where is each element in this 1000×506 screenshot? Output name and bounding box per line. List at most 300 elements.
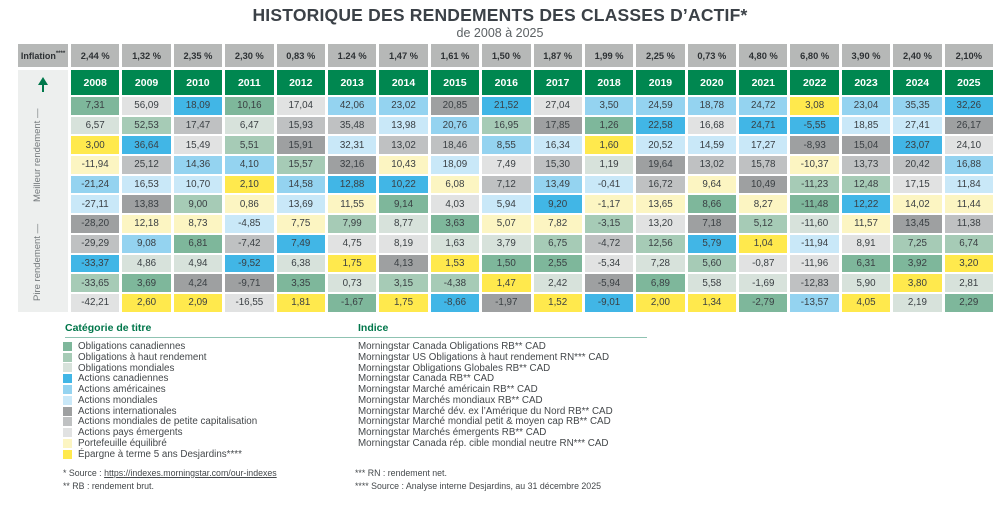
return-cell: 52,53 bbox=[122, 117, 170, 135]
return-cell: 10,49 bbox=[739, 176, 787, 194]
return-cell: 4,10 bbox=[225, 156, 273, 174]
return-cell: 18,09 bbox=[431, 156, 479, 174]
legend-divider bbox=[65, 337, 647, 338]
return-cell: 5,12 bbox=[739, 215, 787, 233]
index-item: Morningstar Canada rép. cible mondial neutre RN*** CAD bbox=[358, 438, 609, 450]
return-cell: 16,53 bbox=[122, 176, 170, 194]
return-cell: 1,60 bbox=[585, 136, 633, 154]
legend-swatch bbox=[63, 342, 72, 351]
return-cell: 6,57 bbox=[71, 117, 119, 135]
legend-swatch bbox=[63, 385, 72, 394]
index-item: Morningstar Canada Obligations RB** CAD bbox=[358, 340, 546, 352]
year-header: 2023 bbox=[842, 70, 890, 95]
inflation-value: 0,83 % bbox=[277, 44, 325, 67]
inflation-value: 2,25 % bbox=[636, 44, 684, 67]
return-cell: 1,19 bbox=[585, 156, 633, 174]
return-cell: 15,49 bbox=[174, 136, 222, 154]
year-header: 2008 bbox=[71, 70, 119, 95]
return-cell: -1,17 bbox=[585, 195, 633, 213]
return-cell: 36,64 bbox=[122, 136, 170, 154]
return-cell: 7,82 bbox=[534, 215, 582, 233]
return-cell: -33,37 bbox=[71, 255, 119, 273]
return-cell: 0,73 bbox=[328, 274, 376, 292]
legend-indices-header: Indice bbox=[358, 322, 389, 334]
return-cell: 2,60 bbox=[122, 294, 170, 312]
return-cell: 3,35 bbox=[277, 274, 325, 292]
return-cell: 5,58 bbox=[688, 274, 736, 292]
legend-item-label: Actions américaines bbox=[78, 384, 166, 396]
legend-item-label: Obligations canadiennes bbox=[78, 340, 186, 352]
return-cell: 8,27 bbox=[739, 195, 787, 213]
year-header: 2009 bbox=[122, 70, 170, 95]
index-item: Morningstar Marché mondial petit & moyen cap RB** CAD bbox=[358, 416, 611, 428]
return-cell: 8,77 bbox=[379, 215, 427, 233]
return-cell: 3,50 bbox=[585, 97, 633, 115]
year-header: 2011 bbox=[225, 70, 273, 95]
year-header: 2017 bbox=[534, 70, 582, 95]
return-cell: 2,55 bbox=[534, 255, 582, 273]
return-cell: 25,12 bbox=[122, 156, 170, 174]
return-cell: 10,70 bbox=[174, 176, 222, 194]
return-cell: 7,49 bbox=[277, 235, 325, 253]
return-cell: 1,75 bbox=[328, 255, 376, 273]
return-cell: 24,72 bbox=[739, 97, 787, 115]
legend-item-label: Obligations à haut rendement bbox=[78, 351, 207, 363]
footnote-line: **** Source : Analyse interne Desjardins, au 31 décembre 2025 bbox=[355, 480, 601, 491]
return-cell: 56,09 bbox=[122, 97, 170, 115]
return-cell: 1,53 bbox=[431, 255, 479, 273]
return-cell: 7,99 bbox=[328, 215, 376, 233]
legend-item bbox=[63, 373, 257, 384]
legend-item bbox=[63, 363, 257, 374]
return-cell: 18,46 bbox=[431, 136, 479, 154]
return-cell: 12,48 bbox=[842, 176, 890, 194]
return-cell: 17,04 bbox=[277, 97, 325, 115]
return-cell: 1,04 bbox=[739, 235, 787, 253]
legend-item-label: Actions pays émergents bbox=[78, 427, 183, 439]
return-cell: 24,71 bbox=[739, 117, 787, 135]
return-cell: 4,75 bbox=[328, 235, 376, 253]
return-cell: -0,41 bbox=[585, 176, 633, 194]
return-cell: 6,47 bbox=[225, 117, 273, 135]
legend-swatch bbox=[63, 353, 72, 362]
year-header: 2021 bbox=[739, 70, 787, 95]
return-cell: 27,41 bbox=[893, 117, 941, 135]
return-cell: 21,52 bbox=[482, 97, 530, 115]
return-cell: 3,92 bbox=[893, 255, 941, 273]
legend-swatch bbox=[63, 450, 72, 459]
legend-item bbox=[63, 352, 257, 363]
return-cell: 12,22 bbox=[842, 195, 890, 213]
return-cell: 11,55 bbox=[328, 195, 376, 213]
return-cell: 7,49 bbox=[482, 156, 530, 174]
source-link[interactable]: https://indexes.morningstar.com/our-indexes bbox=[104, 468, 277, 478]
legend-swatch bbox=[63, 428, 72, 437]
legend-item bbox=[63, 384, 257, 395]
return-cell: 22,58 bbox=[636, 117, 684, 135]
return-cell: 8,91 bbox=[842, 235, 890, 253]
inflation-value: 1.24 % bbox=[328, 44, 376, 67]
return-cell: 2,81 bbox=[945, 274, 993, 292]
return-cell: 7,25 bbox=[893, 235, 941, 253]
index-item: Morningstar Marchés émergents RB** CAD bbox=[358, 427, 547, 439]
return-cell: 2,00 bbox=[636, 294, 684, 312]
return-cell: 6,75 bbox=[534, 235, 582, 253]
return-cell: 16,72 bbox=[636, 176, 684, 194]
footnotes-right bbox=[355, 467, 601, 492]
return-cell: -11,96 bbox=[790, 255, 838, 273]
year-header: 2016 bbox=[482, 70, 530, 95]
return-cell: 6,74 bbox=[945, 235, 993, 253]
return-cell: 2,10 bbox=[225, 176, 273, 194]
return-cell: 9,08 bbox=[122, 235, 170, 253]
return-cell: 20,52 bbox=[636, 136, 684, 154]
return-cell: 10,16 bbox=[225, 97, 273, 115]
inflation-value: 2,35 % bbox=[174, 44, 222, 67]
return-cell: 6,08 bbox=[431, 176, 479, 194]
legend-item-label: Actions mondiales de petite capitalisation bbox=[78, 416, 258, 428]
return-cell: 1,47 bbox=[482, 274, 530, 292]
return-cell: -9,71 bbox=[225, 274, 273, 292]
return-cell: 20,76 bbox=[431, 117, 479, 135]
return-cell: 1,52 bbox=[534, 294, 582, 312]
footnote-line: ** RB : rendement brut. bbox=[63, 480, 154, 491]
return-cell: 5,51 bbox=[225, 136, 273, 154]
legend-index-list bbox=[358, 341, 613, 449]
return-cell: 12,56 bbox=[636, 235, 684, 253]
return-cell: 15,30 bbox=[534, 156, 582, 174]
legend-item bbox=[63, 341, 257, 352]
return-cell: 27,04 bbox=[534, 97, 582, 115]
return-cell: 13,02 bbox=[688, 156, 736, 174]
return-cell: 20,42 bbox=[893, 156, 941, 174]
return-cell: -10,37 bbox=[790, 156, 838, 174]
return-cell: 26,17 bbox=[945, 117, 993, 135]
inflation-value: 4,80 % bbox=[739, 44, 787, 67]
return-cell: 1,26 bbox=[585, 117, 633, 135]
return-cell: 17,47 bbox=[174, 117, 222, 135]
return-cell: 10,22 bbox=[379, 176, 427, 194]
legend-swatch bbox=[63, 363, 72, 372]
return-cell: -8,66 bbox=[431, 294, 479, 312]
return-cell: 35,48 bbox=[328, 117, 376, 135]
return-cell: 5,94 bbox=[482, 195, 530, 213]
year-header: 2014 bbox=[379, 70, 427, 95]
inflation-value: 6,80 % bbox=[790, 44, 838, 67]
return-cell: 3,69 bbox=[122, 274, 170, 292]
return-cell: 12,88 bbox=[328, 176, 376, 194]
return-cell: 11,84 bbox=[945, 176, 993, 194]
return-cell: 7,18 bbox=[688, 215, 736, 233]
return-cell: -5,55 bbox=[790, 117, 838, 135]
legend-item-label: Actions internationales bbox=[78, 405, 177, 417]
return-cell: 17,85 bbox=[534, 117, 582, 135]
index-item: Morningstar Marché américain RB** CAD bbox=[358, 384, 538, 396]
year-header: 2010 bbox=[174, 70, 222, 95]
return-cell: -3,15 bbox=[585, 215, 633, 233]
return-cell: 3,63 bbox=[431, 215, 479, 233]
legend-item bbox=[63, 438, 257, 449]
page-title: HISTORIQUE DES RENDEMENTS DES CLASSES D’ACTIF* bbox=[252, 5, 748, 25]
return-cell: 6,81 bbox=[174, 235, 222, 253]
legend-item bbox=[63, 449, 257, 460]
return-cell: 9,00 bbox=[174, 195, 222, 213]
up-arrow-icon bbox=[18, 77, 68, 92]
return-cell: 13,45 bbox=[893, 215, 941, 233]
return-cell: 2,19 bbox=[893, 294, 941, 312]
year-header: 2012 bbox=[277, 70, 325, 95]
return-cell: -11,60 bbox=[790, 215, 838, 233]
return-cell: -16,55 bbox=[225, 294, 273, 312]
return-cell: 3,20 bbox=[945, 255, 993, 273]
return-cell: 9,20 bbox=[534, 195, 582, 213]
return-cell: -5,94 bbox=[585, 274, 633, 292]
return-cell: 11,44 bbox=[945, 195, 993, 213]
return-cell: 14,59 bbox=[688, 136, 736, 154]
return-cell: 8,73 bbox=[174, 215, 222, 233]
inflation-footnote-marker: **** bbox=[55, 50, 66, 57]
return-cell: -42,21 bbox=[71, 294, 119, 312]
return-cell: 1,34 bbox=[688, 294, 736, 312]
return-cell: 2,29 bbox=[945, 294, 993, 312]
return-cell: 15,93 bbox=[277, 117, 325, 135]
return-cell: 10,43 bbox=[379, 156, 427, 174]
return-cell: -11,94 bbox=[71, 156, 119, 174]
return-cell: 32,26 bbox=[945, 97, 993, 115]
return-cell: 13,49 bbox=[534, 176, 582, 194]
footnote-line: *** RN : rendement net. bbox=[355, 468, 447, 478]
return-cell: -4,38 bbox=[431, 274, 479, 292]
return-cell: 16,95 bbox=[482, 117, 530, 135]
return-cell: 5,90 bbox=[842, 274, 890, 292]
legend-item-label: Obligations mondiales bbox=[78, 362, 175, 374]
axis-label-best: Meilleur rendement — bbox=[32, 108, 43, 202]
year-header: 2019 bbox=[636, 70, 684, 95]
year-header: 2025 bbox=[945, 70, 993, 95]
return-cell: 9,14 bbox=[379, 195, 427, 213]
return-cell: 20,85 bbox=[431, 97, 479, 115]
return-cell: 4,13 bbox=[379, 255, 427, 273]
return-cell: -21,24 bbox=[71, 176, 119, 194]
return-cell: 16,34 bbox=[534, 136, 582, 154]
year-header-row bbox=[71, 70, 993, 95]
year-header: 2022 bbox=[790, 70, 838, 95]
return-cell: -29,29 bbox=[71, 235, 119, 253]
inflation-value: 0,73 % bbox=[688, 44, 736, 67]
return-cell: 6,38 bbox=[277, 255, 325, 273]
return-cell: 32,31 bbox=[328, 136, 376, 154]
return-cell: 4,94 bbox=[174, 255, 222, 273]
returns-table bbox=[18, 44, 993, 312]
return-cell: 17,15 bbox=[893, 176, 941, 194]
return-cell: -12,83 bbox=[790, 274, 838, 292]
return-cell: -7,42 bbox=[225, 235, 273, 253]
return-cell: 7,12 bbox=[482, 176, 530, 194]
year-header: 2020 bbox=[688, 70, 736, 95]
return-cell: 3,80 bbox=[893, 274, 941, 292]
inflation-value: 1,87 % bbox=[534, 44, 582, 67]
return-cell: 15,91 bbox=[277, 136, 325, 154]
return-cell: 3,00 bbox=[71, 136, 119, 154]
return-cell: -9,52 bbox=[225, 255, 273, 273]
return-cell: 16,88 bbox=[945, 156, 993, 174]
legend-categories-header: Catégorie de titre bbox=[65, 322, 152, 334]
return-cell: 1,63 bbox=[431, 235, 479, 253]
return-cell: 6,31 bbox=[842, 255, 890, 273]
return-cell: 4,05 bbox=[842, 294, 890, 312]
inflation-value: 1,50 % bbox=[482, 44, 530, 67]
inflation-value: 1,99 % bbox=[585, 44, 633, 67]
return-cell: 8,19 bbox=[379, 235, 427, 253]
index-item: Morningstar Marchés mondiaux RB** CAD bbox=[358, 394, 543, 406]
return-cell: 3,15 bbox=[379, 274, 427, 292]
legend-item-label: Épargne à terme 5 ans Desjardins**** bbox=[78, 448, 242, 460]
legend-item bbox=[63, 417, 257, 428]
inflation-row bbox=[71, 44, 993, 67]
return-cell: 13,65 bbox=[636, 195, 684, 213]
return-cell: 18,09 bbox=[174, 97, 222, 115]
return-cell: 2,42 bbox=[534, 274, 582, 292]
return-cell: 14,36 bbox=[174, 156, 222, 174]
return-cell: -33,65 bbox=[71, 274, 119, 292]
inflation-value: 2,40 % bbox=[893, 44, 941, 67]
return-cell: 13,69 bbox=[277, 195, 325, 213]
year-header: 2024 bbox=[893, 70, 941, 95]
return-cell: -9,01 bbox=[585, 294, 633, 312]
return-cell: -1,67 bbox=[328, 294, 376, 312]
legend-swatch bbox=[63, 374, 72, 383]
return-cell: 5,79 bbox=[688, 235, 736, 253]
page-subtitle: de 2008 à 2025 bbox=[456, 26, 544, 40]
return-cell: 2,09 bbox=[174, 294, 222, 312]
return-cell: 16,68 bbox=[688, 117, 736, 135]
return-cell: -2,79 bbox=[739, 294, 787, 312]
return-cell: -4,85 bbox=[225, 215, 273, 233]
return-cell: -28,20 bbox=[71, 215, 119, 233]
return-cell: 17,27 bbox=[739, 136, 787, 154]
return-cell: -8,93 bbox=[790, 136, 838, 154]
year-header: 2015 bbox=[431, 70, 479, 95]
return-cell: -11,48 bbox=[790, 195, 838, 213]
return-cell: 24,59 bbox=[636, 97, 684, 115]
return-cell: -11,94 bbox=[790, 235, 838, 253]
legend-category-list bbox=[63, 341, 257, 460]
return-cell: 1,75 bbox=[379, 294, 427, 312]
legend-swatch bbox=[63, 396, 72, 405]
legend-swatch bbox=[63, 407, 72, 416]
return-cell: 4,03 bbox=[431, 195, 479, 213]
return-cell: 3,79 bbox=[482, 235, 530, 253]
inflation-value: 3,90 % bbox=[842, 44, 890, 67]
return-cell: 13,83 bbox=[122, 195, 170, 213]
return-cell: -1,97 bbox=[482, 294, 530, 312]
inflation-value: 2,44 % bbox=[71, 44, 119, 67]
legend-item-label: Actions canadiennes bbox=[78, 373, 169, 385]
index-item: Morningstar Marché dév. ex l’Amérique du Nord RB** CAD bbox=[358, 405, 613, 417]
year-header: 2013 bbox=[328, 70, 376, 95]
return-cell: 15,78 bbox=[739, 156, 787, 174]
return-cell: -27,11 bbox=[71, 195, 119, 213]
return-cell: 19,64 bbox=[636, 156, 684, 174]
return-cell: -11,23 bbox=[790, 176, 838, 194]
return-cell: 23,07 bbox=[893, 136, 941, 154]
return-cell: 23,02 bbox=[379, 97, 427, 115]
return-cell: 1,81 bbox=[277, 294, 325, 312]
return-cell: -0,87 bbox=[739, 255, 787, 273]
index-item: Morningstar Canada RB** CAD bbox=[358, 373, 495, 385]
return-cell: 7,31 bbox=[71, 97, 119, 115]
legend-swatch bbox=[63, 417, 72, 426]
return-cell: 18,78 bbox=[688, 97, 736, 115]
year-header: 2018 bbox=[585, 70, 633, 95]
return-cell: 0,86 bbox=[225, 195, 273, 213]
return-cell: 13,20 bbox=[636, 215, 684, 233]
return-cell: 11,57 bbox=[842, 215, 890, 233]
return-cell: 15,57 bbox=[277, 156, 325, 174]
footnote-line: * Source : https://indexes.morningstar.com/our-indexes bbox=[63, 468, 277, 478]
axis-label-worst: Pire rendement — bbox=[32, 223, 43, 301]
return-cell: -13,57 bbox=[790, 294, 838, 312]
return-cell: 42,06 bbox=[328, 97, 376, 115]
return-cell: 18,85 bbox=[842, 117, 890, 135]
return-cell: -4,72 bbox=[585, 235, 633, 253]
return-cell: 12,18 bbox=[122, 215, 170, 233]
inflation-value: 1,32 % bbox=[122, 44, 170, 67]
ranking-axis bbox=[18, 70, 68, 312]
inflation-value: 1,61 % bbox=[431, 44, 479, 67]
return-cell: 5,60 bbox=[688, 255, 736, 273]
return-cell: 7,28 bbox=[636, 255, 684, 273]
return-cell: 4,24 bbox=[174, 274, 222, 292]
index-item: Morningstar US Obligations à haut rendement RN*** CAD bbox=[358, 351, 610, 363]
inflation-label: Inflation **** bbox=[18, 44, 68, 67]
return-cell: 35,35 bbox=[893, 97, 941, 115]
return-cell: 4,86 bbox=[122, 255, 170, 273]
legend-item bbox=[63, 427, 257, 438]
return-cell: 8,55 bbox=[482, 136, 530, 154]
legend-item bbox=[63, 395, 257, 406]
return-cell: 9,64 bbox=[688, 176, 736, 194]
return-cell: 13,73 bbox=[842, 156, 890, 174]
return-cell: 5,07 bbox=[482, 215, 530, 233]
return-cell: 14,58 bbox=[277, 176, 325, 194]
return-cell: 13,02 bbox=[379, 136, 427, 154]
return-cell: 15,04 bbox=[842, 136, 890, 154]
return-cell: 14,02 bbox=[893, 195, 941, 213]
return-cell: 24,10 bbox=[945, 136, 993, 154]
return-cell: 23,04 bbox=[842, 97, 890, 115]
inflation-value: 2,30 % bbox=[225, 44, 273, 67]
legend-swatch bbox=[63, 439, 72, 448]
return-cell: 3,08 bbox=[790, 97, 838, 115]
return-cell: 8,66 bbox=[688, 195, 736, 213]
return-cell: 11,38 bbox=[945, 215, 993, 233]
return-cell: 6,89 bbox=[636, 274, 684, 292]
inflation-value: 1,47 % bbox=[379, 44, 427, 67]
legend-item-label: Actions mondiales bbox=[78, 394, 158, 406]
returns-grid bbox=[71, 97, 993, 312]
return-cell: 7,75 bbox=[277, 215, 325, 233]
return-cell: 32,16 bbox=[328, 156, 376, 174]
legend-item-label: Portefeuille équilibré bbox=[78, 438, 167, 450]
return-cell: -5,34 bbox=[585, 255, 633, 273]
inflation-value: 2,10% bbox=[945, 44, 993, 67]
index-item: Morningstar Obligations Globales RB** CAD bbox=[358, 362, 551, 374]
return-cell: 1,50 bbox=[482, 255, 530, 273]
footnotes-left bbox=[63, 467, 277, 492]
return-cell: 13,98 bbox=[379, 117, 427, 135]
return-cell: -1,69 bbox=[739, 274, 787, 292]
